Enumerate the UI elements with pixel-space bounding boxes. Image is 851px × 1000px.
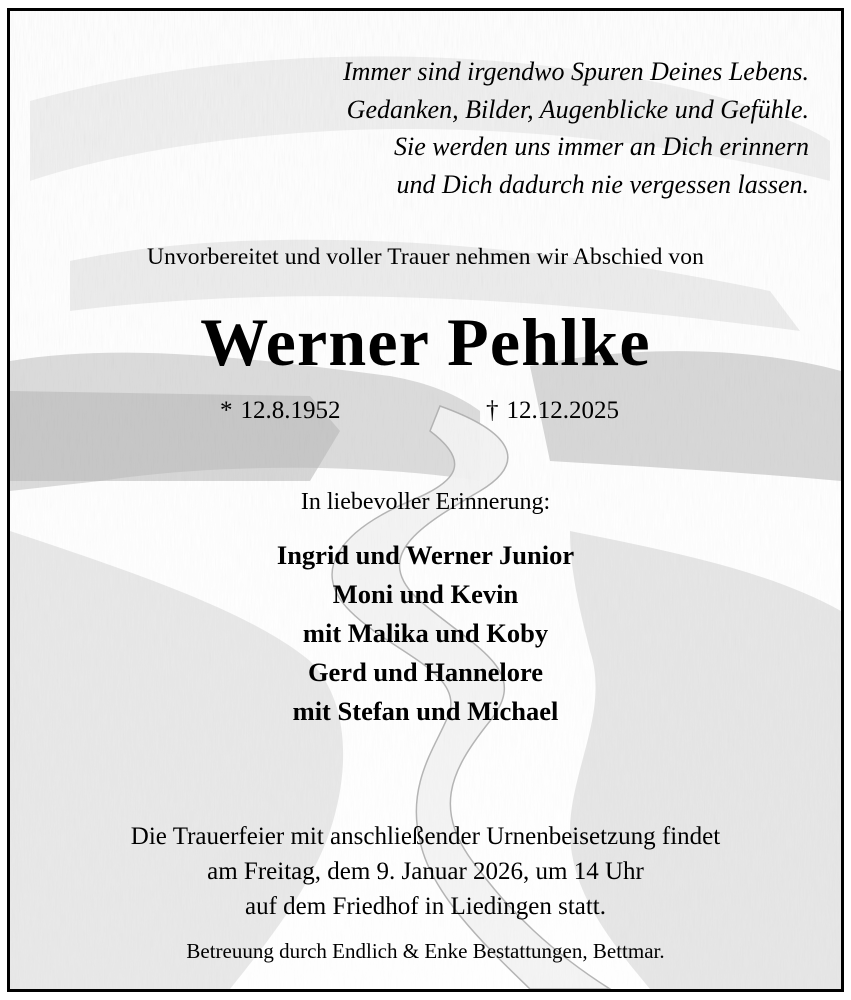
ceremony-line: am Freitag, dem 9. Januar 2026, um 14 Uhr xyxy=(207,858,644,885)
poem-verse xyxy=(249,53,809,203)
poem-line: Sie werden uns immer an Dich erinnern xyxy=(394,132,809,161)
intro-text: Unvorbereitet und voller Trauer nehmen wir Abschied von xyxy=(147,244,704,270)
birth-date-value: 12.8.1952 xyxy=(240,397,341,424)
poem-line: Gedanken, Bilder, Augenblicke und Gefühle. xyxy=(346,94,809,124)
undertaker-credit: Betreuung durch Endlich & Enke Bestattungen, Bettmar. xyxy=(186,939,665,963)
mourners-list xyxy=(10,536,841,731)
mourner-line: mit Malika und Koby xyxy=(302,618,549,648)
birth-date xyxy=(220,397,341,425)
obituary-notice xyxy=(7,8,844,992)
mourner-line: mit Stefan und Michael xyxy=(292,696,559,726)
mourner-line: Moni und Kevin xyxy=(332,579,519,609)
death-date xyxy=(486,397,619,425)
death-date-value: 12.12.2025 xyxy=(506,397,619,424)
ceremony-line: auf dem Friedhof in Liedingen statt. xyxy=(244,893,607,920)
poem-line: Immer sind irgendwo Spuren Deines Lebens. xyxy=(342,57,809,86)
mourner-line: Gerd und Hannelore xyxy=(307,657,544,687)
remembrance-heading: In liebevoller Erinnerung: xyxy=(300,489,551,515)
birth-star-icon: * xyxy=(220,397,233,424)
poem-line: und Dich dadurch nie vergessen lassen. xyxy=(396,169,809,199)
ceremony-details xyxy=(10,819,841,924)
ceremony-line: Die Trauerfeier mit anschließender Urnenbeisetzung findet xyxy=(130,823,721,850)
deceased-name: Werner Pehlke xyxy=(200,304,651,380)
death-cross-icon: † xyxy=(486,397,499,424)
mourner-line: Ingrid und Werner Junior xyxy=(276,540,575,570)
